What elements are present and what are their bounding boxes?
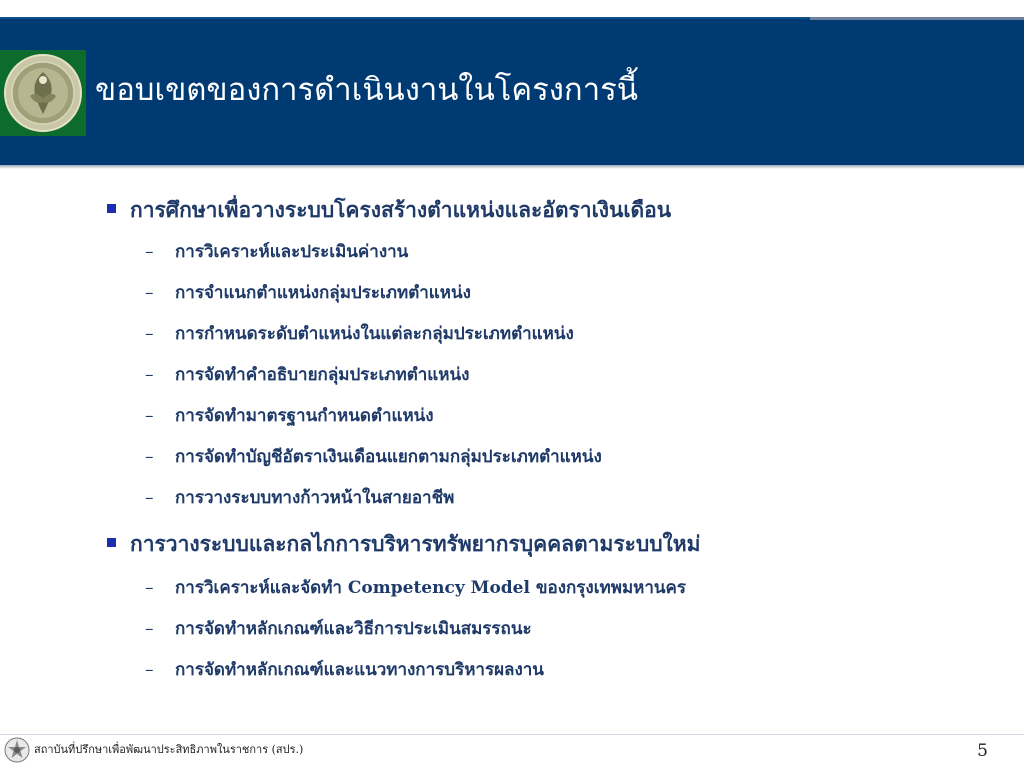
list-item (145, 401, 1005, 431)
section-heading-1 (107, 192, 1007, 228)
list-item (145, 573, 1005, 603)
square-bullet-icon (107, 538, 116, 547)
seal-graphic (0, 50, 86, 136)
section-heading-2 (107, 526, 1007, 562)
section-heading-text: การวางระบบและกลไกการบริหารทรัพยากรบุคคลตามระบบใหม่ (130, 531, 701, 556)
dash-bullet-icon: – (145, 283, 154, 303)
list-item-text: การวิเคราะห์และจัดทำ Competency Model ของกรุงเทพมหานคร (175, 578, 687, 598)
list-item-text: การจัดทำหลักเกณฑ์และแนวทางการบริหารผลงาน (175, 660, 544, 680)
list-item (145, 319, 1005, 349)
list-item-text: การวางระบบทางก้าวหน้าในสายอาชีพ (175, 488, 455, 508)
page-number: 5 (977, 741, 988, 761)
section-heading-text: การศึกษาเพื่อวางระบบโครงสร้างตำแหน่งและอัตราเงินเดือน (130, 197, 672, 222)
list-item (145, 360, 1005, 390)
list-item (145, 278, 1005, 308)
dash-bullet-icon: – (145, 406, 154, 426)
dash-bullet-icon: – (145, 578, 154, 598)
institute-emblem-icon (4, 737, 30, 763)
list-item (145, 614, 1005, 644)
header-accent-line (810, 17, 1024, 20)
list-item-text: การวิเคราะห์และประเมินค่างาน (175, 242, 409, 262)
list-item-text: การจัดทำคำอธิบายกลุ่มประเภทตำแหน่ง (175, 365, 470, 385)
dash-bullet-icon: – (145, 324, 154, 344)
list-item (145, 442, 1005, 472)
list-item (145, 483, 1005, 513)
list-item-text: การจำแนกตำแหน่งกลุ่มประเภทตำแหน่ง (175, 283, 471, 303)
dash-bullet-icon: – (145, 660, 154, 680)
list-item-text: การจัดทำมาตรฐานกำหนดตำแหน่ง (175, 406, 434, 426)
list-item-text: การจัดทำบัญชีอัตราเงินเดือนแยกตามกลุ่มประเภทตำแหน่ง (175, 447, 602, 467)
dash-bullet-icon: – (145, 447, 154, 467)
list-item (145, 237, 1005, 267)
square-bullet-icon (107, 204, 116, 213)
dash-bullet-icon: – (145, 488, 154, 508)
dash-bullet-icon: – (145, 365, 154, 385)
list-item (145, 655, 1005, 685)
header-shadow (0, 165, 1024, 169)
list-item-text: การกำหนดระดับตำแหน่งในแต่ละกลุ่มประเภทตำแหน่ง (175, 324, 574, 344)
dash-bullet-icon: – (145, 619, 154, 639)
content-area (0, 190, 1024, 710)
footer-divider (0, 734, 1024, 735)
list-item-text: การจัดทำหลักเกณฑ์และวิธีการประเมินสมรรถนะ (175, 619, 532, 639)
bangkok-seal-icon (0, 50, 86, 136)
page-title: ขอบเขตของการดำเนินงานในโครงการนี้ (95, 72, 638, 108)
footer-organization: สถาบันที่ปรึกษาเพื่อพัฒนาประสิทธิภาพในราชการ (สปร.) (34, 743, 304, 756)
dash-bullet-icon: – (145, 242, 154, 262)
